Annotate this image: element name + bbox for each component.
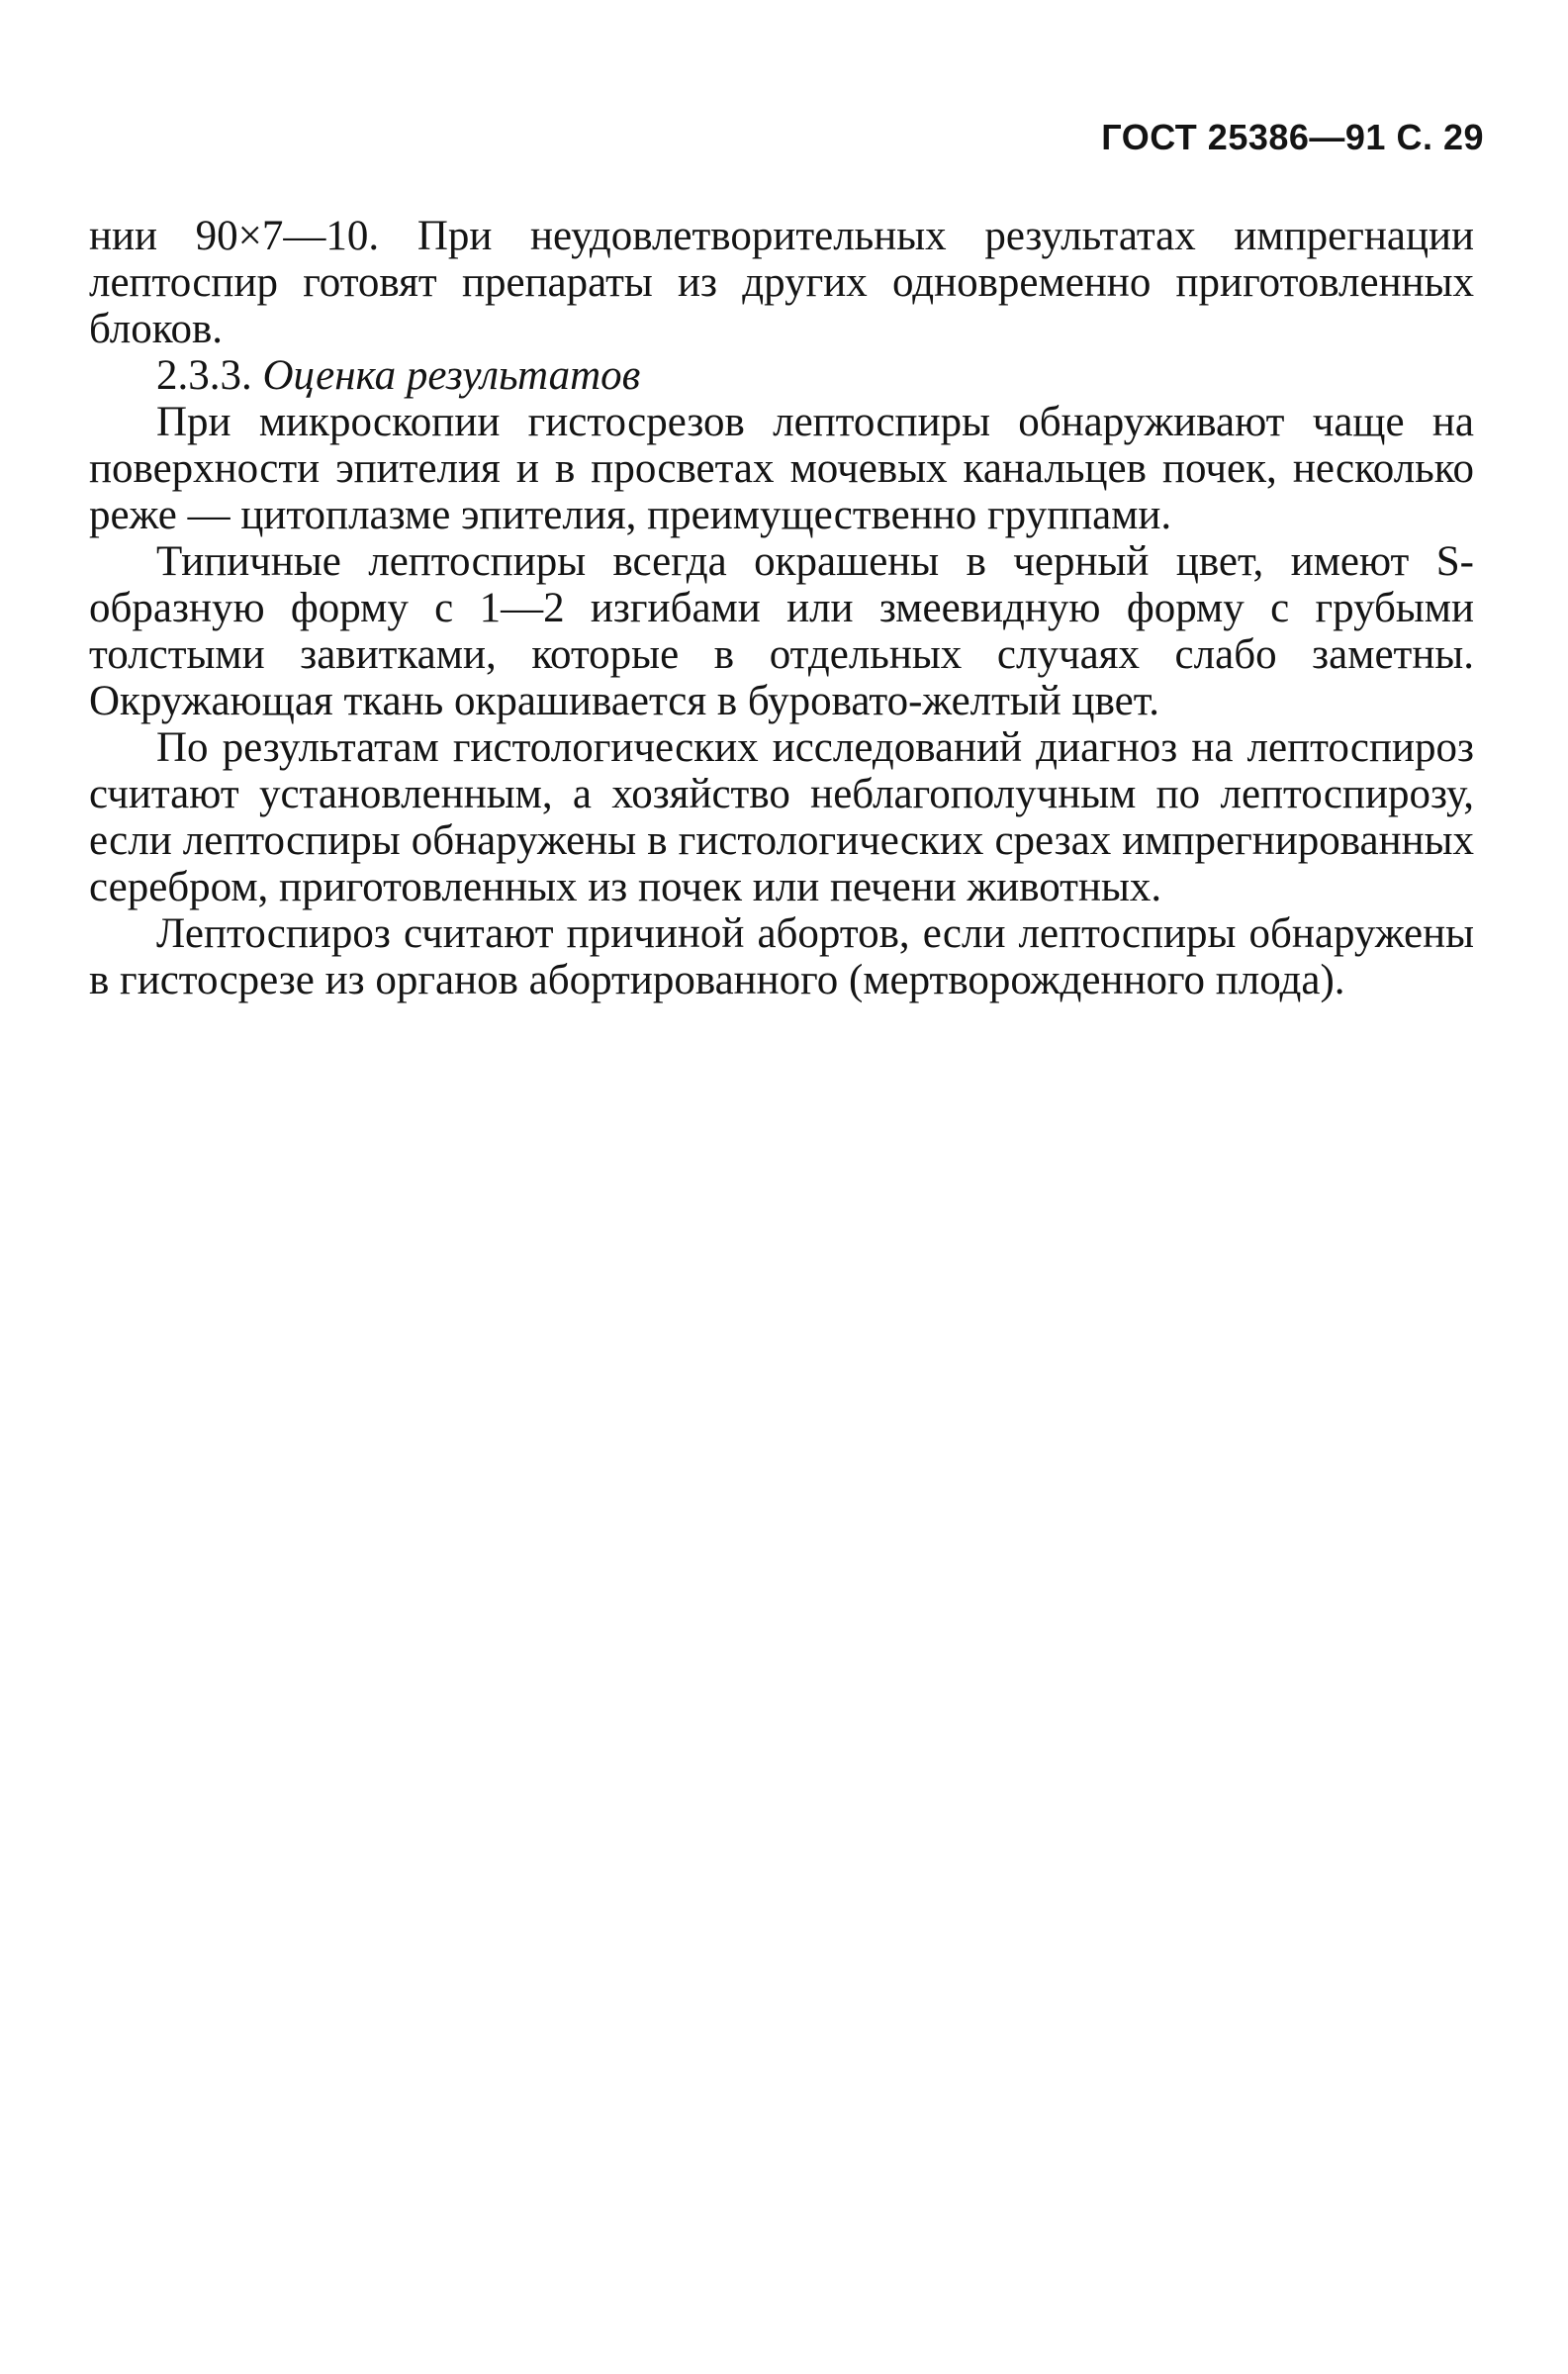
- paragraph: Лептоспироз считают причиной абортов, если лептоспиры обнаружены в гистосрезе из органов абортированного (мертворожденного плода).: [89, 910, 1474, 1003]
- paragraph: Типичные лептоспиры всегда окрашены в черный цвет, имеют S-образную форму с 1—2 изгибами или змеевидную форму с грубыми толстыми завитками, которые в отдельных случаях слабо заметны. Окружающая ткань окрашивается в буровато-желтый цвет.: [89, 538, 1474, 724]
- paragraph: По результатам гистологических исследований диагноз на лептоспироз считают установленным, а хозяйство неблагополучным по лептоспирозу, если лептоспиры обнаружены в гистологических срезах импрегнированных серебром, приготовленных из почек или печени животных.: [89, 724, 1474, 910]
- section-title: Оценка результатов: [262, 352, 641, 399]
- page-header: ГОСТ 25386—91 С. 29: [1101, 117, 1484, 157]
- paragraph: При микроскопии гистосрезов лептоспиры обнаруживают чаще на поверхности эпителия и в просветах мочевых канальцев почек, несколько реже — цитоплазме эпителия, преимущественно группами.: [89, 399, 1474, 538]
- section-number: 2.3.3.: [156, 352, 252, 399]
- section-heading: [89, 352, 1474, 399]
- continued-paragraph: нии 90×7—10. При неудовлетворительных результатах импрегнации лептоспир готовят препараты из других одновременно приготовленных блоков.: [89, 213, 1474, 352]
- document-body: [89, 213, 1474, 1003]
